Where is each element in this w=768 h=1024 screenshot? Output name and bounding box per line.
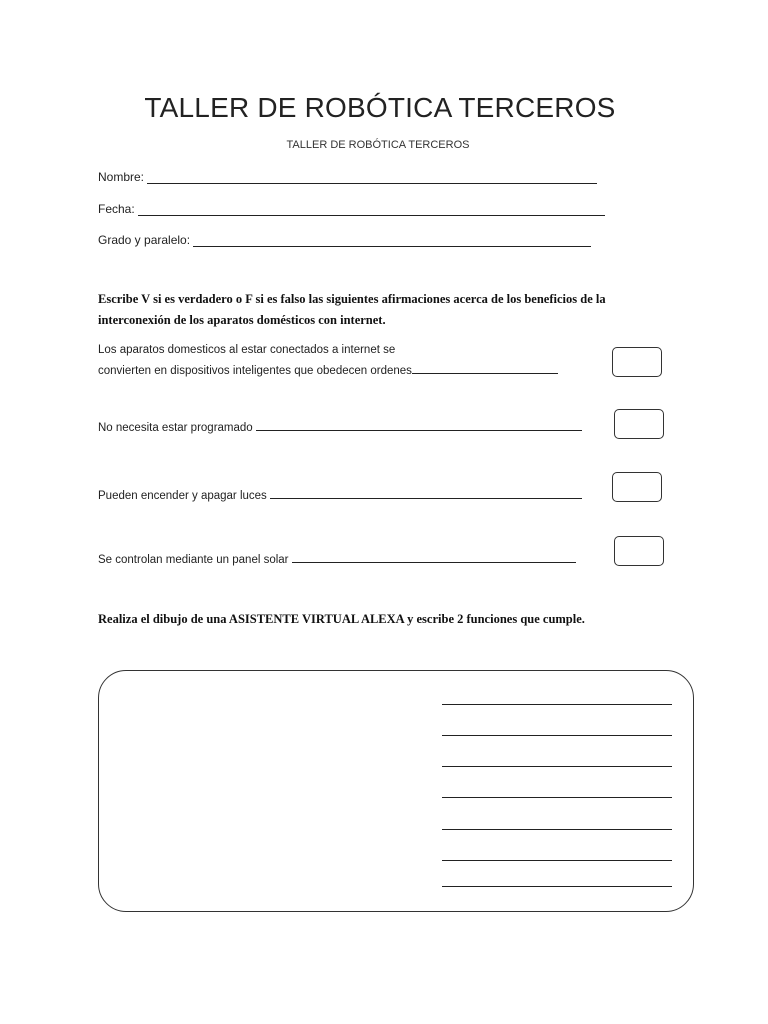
- statement-4-answer-box[interactable]: [614, 536, 664, 566]
- statement-3: [98, 486, 582, 507]
- statement-1-line-1: Los aparatos domesticos al estar conectados a internet se: [98, 344, 396, 356]
- page-subtitle: TALLER DE ROBÓTICA TERCEROS: [286, 139, 470, 151]
- statement-1-answer-box[interactable]: [612, 347, 662, 377]
- statement-1-line-2: convierten en dispositivos inteligentes que obedecen ordenes: [98, 365, 412, 377]
- statement-3-answer-box[interactable]: [612, 472, 662, 502]
- function-line-7[interactable]: [442, 886, 672, 887]
- name-field[interactable]: [98, 168, 597, 184]
- statement-2-answer-line[interactable]: [256, 420, 582, 431]
- date-line[interactable]: [138, 203, 605, 216]
- grade-label: Grado y paralelo:: [98, 233, 191, 247]
- drawing-instruction: Realiza el dibujo de una ASISTENTE VIRTUAL ALEXA y escribe 2 funciones que cumple.: [98, 612, 585, 626]
- function-line-2[interactable]: [442, 735, 672, 736]
- function-line-3[interactable]: [442, 766, 672, 767]
- function-line-4[interactable]: [442, 797, 672, 798]
- statement-4-answer-line[interactable]: [292, 552, 576, 563]
- drawing-area[interactable]: [98, 670, 694, 912]
- name-line[interactable]: [147, 171, 597, 184]
- date-label: Fecha:: [98, 202, 135, 216]
- statement-4-text: Se controlan mediante un panel solar: [98, 554, 289, 566]
- statement-4: [98, 550, 576, 571]
- statement-3-answer-line[interactable]: [270, 488, 582, 499]
- true-false-instruction: Escribe V si es verdadero o F si es falso las siguientes afirmaciones acerca de los beneficios de la interconexión de los aparatos domésticos con internet.: [98, 292, 606, 327]
- statement-3-text: Pueden encender y apagar luces: [98, 490, 267, 502]
- statement-2: [98, 418, 582, 439]
- function-line-1[interactable]: [442, 704, 672, 705]
- function-line-6[interactable]: [442, 860, 672, 861]
- statement-1: [98, 340, 558, 382]
- grade-line[interactable]: [193, 234, 591, 247]
- date-field[interactable]: [98, 200, 605, 216]
- statement-2-answer-box[interactable]: [614, 409, 664, 439]
- grade-field[interactable]: [98, 231, 591, 247]
- function-line-5[interactable]: [442, 829, 672, 830]
- name-label: Nombre:: [98, 170, 145, 184]
- statement-2-text: No necesita estar programado: [98, 422, 253, 434]
- statement-1-answer-line[interactable]: [412, 363, 558, 374]
- page-title: TALLER DE ROBÓTICA TERCEROS: [144, 92, 616, 123]
